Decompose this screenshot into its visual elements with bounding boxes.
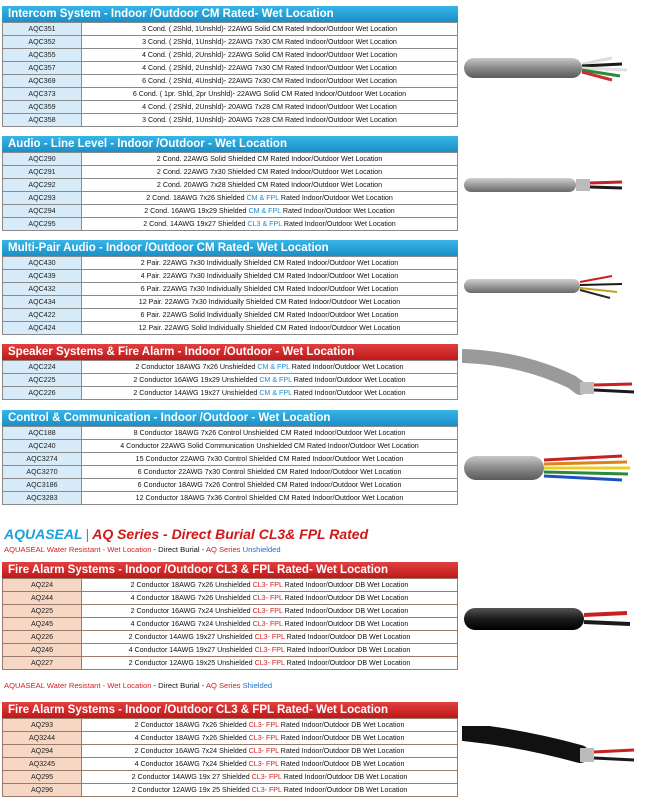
table-row <box>3 719 458 732</box>
table-row <box>3 479 458 492</box>
table-row <box>3 440 458 453</box>
table-row <box>3 75 458 88</box>
intercom-cable-image <box>462 50 642 86</box>
table-row <box>3 166 458 179</box>
table-row <box>3 309 458 322</box>
table-row <box>3 101 458 114</box>
table-row <box>3 322 458 335</box>
product-description <box>82 644 458 657</box>
table-row <box>3 62 458 75</box>
product-code: AQC434 <box>3 296 82 309</box>
table-row <box>3 179 458 192</box>
product-description <box>82 592 458 605</box>
description-text: Rated Indoor/Outdoor Wet Location <box>289 363 404 371</box>
description-text: 4 Cond. ( 2Shld, 2Unshld)- 22AWG Solid CM Rated Indoor/Outdoor Wet Location <box>141 51 398 59</box>
product-code: AQ245 <box>3 618 82 631</box>
audio-cable-image <box>462 172 642 196</box>
description-text: 2 Conductor 16AWG 7x24 Unshielded <box>130 607 253 615</box>
description-text: 4 Conductor 16AWG 7x24 Unshielded <box>130 620 253 628</box>
product-table <box>2 426 458 505</box>
description-text: 3 Cond. ( 2Shld, 1Unshld)- 20AWG 7x28 CM Rated Indoor/Outdoor Wet Location <box>142 116 397 124</box>
table-row <box>3 23 458 36</box>
table-row <box>3 732 458 745</box>
subtitle-part: AQ Series <box>205 545 241 554</box>
product-description <box>82 618 458 631</box>
product-description <box>82 453 458 466</box>
table-row <box>3 466 458 479</box>
description-text: 2 Conductor 12AWG 19x25 Unshielded <box>128 659 255 667</box>
product-code: AQC359 <box>3 101 82 114</box>
product-code: AQC295 <box>3 218 82 231</box>
product-code: AQ227 <box>3 657 82 670</box>
product-code: AQC358 <box>3 114 82 127</box>
table-row <box>3 205 458 218</box>
product-description <box>82 374 458 387</box>
table-row <box>3 257 458 270</box>
product-code: AQC355 <box>3 49 82 62</box>
product-description <box>82 62 458 75</box>
rating-highlight: CL3- FPL <box>251 786 282 794</box>
rating-highlight: CL3- FPL <box>248 721 279 729</box>
product-description <box>82 322 458 335</box>
product-description <box>82 745 458 758</box>
product-description <box>82 49 458 62</box>
description-text: 4 Conductor 22AWG Solid Communication Unshielded CM Rated Indoor/Outdoor Wet Location <box>120 442 419 450</box>
rating-highlight: CL3- FPL <box>248 760 279 768</box>
product-description <box>82 153 458 166</box>
brand-separator: | <box>85 526 90 542</box>
rating-highlight: CL3- FPL <box>248 734 279 742</box>
product-description <box>82 23 458 36</box>
product-code: AQ295 <box>3 771 82 784</box>
product-description <box>82 771 458 784</box>
description-text: 2 Conductor 18AWG 7x26 Unshielded <box>130 581 253 589</box>
product-description <box>82 88 458 101</box>
product-table <box>2 22 458 127</box>
product-description <box>82 270 458 283</box>
description-text: 8 Conductor 18AWG 7x26 Control Unshielded CM Rated Indoor/Outdoor Wet Location <box>133 429 406 437</box>
table-row <box>3 218 458 231</box>
product-table <box>2 578 458 670</box>
subtitle-part: Shielded <box>240 681 273 690</box>
description-text: 3 Cond. ( 2Shld, 1Unshld)- 22AWG 7x30 CM Rated Indoor/Outdoor Wet Location <box>142 38 397 46</box>
section-audio-line-level <box>2 136 458 231</box>
product-description <box>82 218 458 231</box>
product-description <box>82 479 458 492</box>
rating-highlight: CL3- FPL <box>252 594 283 602</box>
product-description <box>82 427 458 440</box>
section-multi-pair-audio <box>2 240 458 335</box>
product-code: AQ294 <box>3 745 82 758</box>
description-text: 15 Conductor 22AWG 7x30 Control Shielded CM Rated Indoor/Outdoor Wet Location <box>135 455 404 463</box>
section-fire-alarm-shielded <box>2 702 458 797</box>
section-title: Intercom System - Indoor /Outdoor CM Rated- Wet Location <box>2 6 458 22</box>
table-row <box>3 374 458 387</box>
section-title: Multi-Pair Audio - Indoor /Outdoor CM Rated- Wet Location <box>2 240 458 256</box>
rating-highlight: CM & FPL <box>248 207 281 215</box>
table-row <box>3 427 458 440</box>
product-code: AQC373 <box>3 88 82 101</box>
product-code: AQC439 <box>3 270 82 283</box>
rating-highlight: CM & FPL <box>259 376 292 384</box>
table-row <box>3 605 458 618</box>
description-text: Rated Indoor/Outdoor DB Wet Location <box>282 620 409 628</box>
product-code: AQC3270 <box>3 466 82 479</box>
product-description <box>82 36 458 49</box>
product-code: AQC292 <box>3 179 82 192</box>
product-code: AQ246 <box>3 644 82 657</box>
description-text: 2 Conductor 12AWG 19x 25 Shielded <box>131 786 252 794</box>
product-code: AQC3274 <box>3 453 82 466</box>
description-text: 12 Conductor 18AWG 7x36 Control Shielded CM Rated Indoor/Outdoor Wet Location <box>135 494 404 502</box>
table-row <box>3 114 458 127</box>
description-text: 6 Conductor 22AWG 7x30 Control Shielded CM Rated Indoor/Outdoor Wet Location <box>137 468 402 476</box>
table-row <box>3 153 458 166</box>
subtitle-part: - Direct Burial - <box>151 681 206 690</box>
brand-heading <box>4 526 368 542</box>
product-description <box>82 283 458 296</box>
product-description <box>82 732 458 745</box>
description-text: Rated Indoor/Outdoor DB Wet Location <box>282 581 409 589</box>
product-description <box>82 387 458 400</box>
description-text: 6 Cond. ( 2Shld, 4Unshld)- 22AWG 7x30 CM Rated Indoor/Outdoor Wet Location <box>142 77 397 85</box>
table-row <box>3 771 458 784</box>
description-text: 6 Pair. 22AWG Solid Individually Shielded CM Rated Indoor/Outdoor Wet Location <box>140 311 399 319</box>
description-text: Rated Indoor/Outdoor DB Wet Location <box>282 594 409 602</box>
product-description <box>82 758 458 771</box>
rating-highlight: CL3- FPL <box>252 581 283 589</box>
description-text: 2 Conductor 16AWG 7x24 Shielded <box>134 747 249 755</box>
table-row <box>3 36 458 49</box>
fire-alarm-unshielded-cable-image <box>462 600 644 640</box>
rating-highlight: CM & FPL <box>246 194 279 202</box>
brand-name: AQUASEAL <box>4 526 83 542</box>
product-description <box>82 579 458 592</box>
section-speaker-fire-alarm <box>2 344 458 400</box>
product-description <box>82 309 458 322</box>
description-text: Rated Indoor/Outdoor Wet Location <box>280 207 395 215</box>
product-description <box>82 101 458 114</box>
product-code: AQC352 <box>3 36 82 49</box>
product-description <box>82 466 458 479</box>
table-row <box>3 361 458 374</box>
description-text: 2 Pair. 22AWG 7x30 Individually Shielded CM Rated Indoor/Outdoor Wet Location <box>140 259 399 267</box>
table-row <box>3 192 458 205</box>
control-cable-image <box>462 444 644 494</box>
product-table <box>2 152 458 231</box>
section-title: Audio - Line Level - Indoor /Outdoor - Wet Location <box>2 136 458 152</box>
description-text: 12 Pair. 22AWG Solid Individually Shielded CM Rated Indoor/Outdoor Wet Location <box>138 324 401 332</box>
description-text: 2 Conductor 18AWG 7x26 Shielded <box>134 721 249 729</box>
description-text: 4 Conductor 18AWG 7x26 Unshielded <box>130 594 253 602</box>
product-code: AQ225 <box>3 605 82 618</box>
table-row <box>3 618 458 631</box>
product-description <box>82 784 458 797</box>
description-text: Rated Indoor/Outdoor DB Wet Location <box>281 773 408 781</box>
product-description <box>82 719 458 732</box>
rating-highlight: CL3- FPL <box>251 773 282 781</box>
product-code: AQC188 <box>3 427 82 440</box>
description-text: Rated Indoor/Outdoor DB Wet Location <box>282 607 409 615</box>
product-code: AQC424 <box>3 322 82 335</box>
speaker-cable-image <box>462 348 644 402</box>
table-row <box>3 579 458 592</box>
table-row <box>3 283 458 296</box>
multi-pair-cable-image <box>462 270 642 300</box>
section-control-communication <box>2 410 458 505</box>
section-title: Fire Alarm Systems - Indoor /Outdoor CL3 & FPL Rated- Wet Location <box>2 562 458 578</box>
product-code: AQC3283 <box>3 492 82 505</box>
rating-highlight: CL3- FPL <box>248 747 279 755</box>
description-text: 4 Conductor 18AWG 7x26 Shielded <box>134 734 249 742</box>
description-text: 6 Cond. ( 1pr. Shld, 2pr Unshld)- 22AWG Solid CM Rated Indoor/Outdoor Wet Location <box>132 90 407 98</box>
product-code: AQC226 <box>3 387 82 400</box>
product-description <box>82 205 458 218</box>
product-description <box>82 631 458 644</box>
description-text: Rated Indoor/Outdoor DB Wet Location <box>284 659 411 667</box>
rating-highlight: CL3 & FPL <box>247 220 282 228</box>
product-code: AQ296 <box>3 784 82 797</box>
product-table <box>2 360 458 400</box>
table-row <box>3 758 458 771</box>
product-code: AQ224 <box>3 579 82 592</box>
description-text: Rated Indoor/Outdoor DB Wet Location <box>278 747 405 755</box>
description-text: Rated Indoor/Outdoor DB Wet Location <box>278 721 405 729</box>
description-text: 2 Cond. 22AWG 7x30 Shielded CM Rated Indoor/Outdoor Wet Location <box>156 168 383 176</box>
table-row <box>3 49 458 62</box>
description-text: Rated Indoor/Outdoor DB Wet Location <box>284 633 411 641</box>
description-text: 4 Conductor 16AWG 7x24 Shielded <box>134 760 249 768</box>
product-code: AQC430 <box>3 257 82 270</box>
table-row <box>3 387 458 400</box>
description-text: 2 Conductor 16AWG 19x29 Unshielded <box>133 376 260 384</box>
table-row <box>3 453 458 466</box>
description-text: Rated Indoor/Outdoor DB Wet Location <box>281 786 408 794</box>
description-text: Rated Indoor/Outdoor Wet Location <box>291 376 406 384</box>
product-code: AQC357 <box>3 62 82 75</box>
description-text: 2 Cond. 22AWG Solid Shielded CM Rated Indoor/Outdoor Wet Location <box>156 155 383 163</box>
product-code: AQC432 <box>3 283 82 296</box>
rating-highlight: CL3- FPL <box>254 659 285 667</box>
product-code: AQC224 <box>3 361 82 374</box>
product-code: AQ244 <box>3 592 82 605</box>
rating-highlight: CL3- FPL <box>252 607 283 615</box>
description-text: Rated Indoor/Outdoor DB Wet Location <box>284 646 411 654</box>
description-text: Rated Indoor/Outdoor Wet Location <box>278 194 393 202</box>
product-description <box>82 440 458 453</box>
description-text: 2 Conductor 14AWG 19x27 Unshielded <box>133 389 260 397</box>
description-text: 2 Cond. 20AWG 7x28 Shielded CM Rated Indoor/Outdoor Wet Location <box>156 181 383 189</box>
product-code: AQC293 <box>3 192 82 205</box>
rating-highlight: CL3- FPL <box>254 633 285 641</box>
description-text: Rated Indoor/Outdoor Wet Location <box>281 220 396 228</box>
description-text: Rated Indoor/Outdoor DB Wet Location <box>278 734 405 742</box>
section-fire-alarm-unshielded <box>2 562 458 670</box>
product-table <box>2 718 458 797</box>
product-code: AQC240 <box>3 440 82 453</box>
description-text: 12 Pair. 22AWG 7x30 Individually Shielded CM Rated Indoor/Outdoor Wet Location <box>138 298 401 306</box>
subtitle-part: - Direct Burial - <box>151 545 206 554</box>
description-text: 6 Pair. 22AWG 7x30 Individually Shielded CM Rated Indoor/Outdoor Wet Location <box>140 285 399 293</box>
product-code: AQ3244 <box>3 732 82 745</box>
section-title: Speaker Systems & Fire Alarm - Indoor /Outdoor - Wet Location <box>2 344 458 360</box>
product-code: AQ293 <box>3 719 82 732</box>
description-text: 4 Pair. 22AWG 7x30 Individually Shielded CM Rated Indoor/Outdoor Wet Location <box>140 272 399 280</box>
subtitle-part: Unshielded <box>240 545 281 554</box>
product-description <box>82 657 458 670</box>
table-row <box>3 296 458 309</box>
description-text: 2 Cond. 16AWG 19x29 Shielded <box>144 207 249 215</box>
description-text: 2 Conductor 14AWG 19x27 Unshielded <box>128 633 255 641</box>
subtitle-part: AQ Series <box>205 681 241 690</box>
description-text: Rated Indoor/Outdoor Wet Location <box>291 389 406 397</box>
rating-highlight: CL3- FPL <box>252 620 283 628</box>
description-text: 2 Conductor 18AWG 7x26 Unshielded <box>135 363 258 371</box>
product-code: AQC291 <box>3 166 82 179</box>
product-description <box>82 114 458 127</box>
product-description <box>82 179 458 192</box>
product-code: AQC294 <box>3 205 82 218</box>
product-description <box>82 166 458 179</box>
description-text: 4 Cond. ( 2Shld, 2Unshld)- 20AWG 7x28 CM Rated Indoor/Outdoor Wet Location <box>142 103 397 111</box>
product-description <box>82 257 458 270</box>
product-description <box>82 192 458 205</box>
product-code: AQC290 <box>3 153 82 166</box>
product-code: AQC422 <box>3 309 82 322</box>
subtitle-unshielded <box>4 545 281 554</box>
product-code: AQC3186 <box>3 479 82 492</box>
fire-alarm-shielded-cable-image <box>462 726 644 776</box>
product-code: AQ226 <box>3 631 82 644</box>
subtitle-shielded <box>4 681 272 690</box>
description-text: 2 Cond. 18AWG 7x26 Shielded <box>146 194 247 202</box>
product-code: AQC225 <box>3 374 82 387</box>
product-description <box>82 296 458 309</box>
product-code: AQC351 <box>3 23 82 36</box>
description-text: Rated Indoor/Outdoor DB Wet Location <box>278 760 405 768</box>
product-description <box>82 492 458 505</box>
product-description <box>82 75 458 88</box>
table-row <box>3 631 458 644</box>
subtitle-part: AQUASEAL Water Resistant - Wet Location <box>4 681 152 690</box>
table-row <box>3 492 458 505</box>
description-text: 3 Cond. ( 2Shld, 1Unshld)- 22AWG Solid CM Rated Indoor/Outdoor Wet Location <box>141 25 398 33</box>
section-title: Fire Alarm Systems - Indoor /Outdoor CL3 & FPL Rated- Wet Location <box>2 702 458 718</box>
table-row <box>3 657 458 670</box>
section-intercom <box>2 6 458 127</box>
table-row <box>3 88 458 101</box>
product-code: AQC369 <box>3 75 82 88</box>
table-row <box>3 270 458 283</box>
description-text: 4 Conductor 14AWG 19x27 Unshielded <box>128 646 255 654</box>
rating-highlight: CM & FPL <box>257 363 290 371</box>
subtitle-part: AQUASEAL Water Resistant - Wet Location <box>4 545 152 554</box>
table-row <box>3 784 458 797</box>
description-text: 6 Conductor 18AWG 7x26 Control Shielded CM Rated Indoor/Outdoor Wet Location <box>137 481 402 489</box>
table-row <box>3 644 458 657</box>
product-table <box>2 256 458 335</box>
rating-highlight: CM & FPL <box>259 389 292 397</box>
section-title: Control & Communication - Indoor /Outdoor - Wet Location <box>2 410 458 426</box>
brand-series: AQ Series - Direct Burial CL3& FPL Rated <box>92 526 369 542</box>
table-row <box>3 592 458 605</box>
rating-highlight: CL3- FPL <box>254 646 285 654</box>
description-text: 4 Cond. ( 2Shld, 2Unshld)- 22AWG 7x30 CM Rated Indoor/Outdoor Wet Location <box>142 64 397 72</box>
description-text: 2 Cond. 14AWG 19x27 Shielded <box>143 220 248 228</box>
product-code: AQ3245 <box>3 758 82 771</box>
product-description <box>82 361 458 374</box>
product-description <box>82 605 458 618</box>
table-row <box>3 745 458 758</box>
description-text: 2 Conductor 14AWG 19x 27 Shielded <box>131 773 252 781</box>
